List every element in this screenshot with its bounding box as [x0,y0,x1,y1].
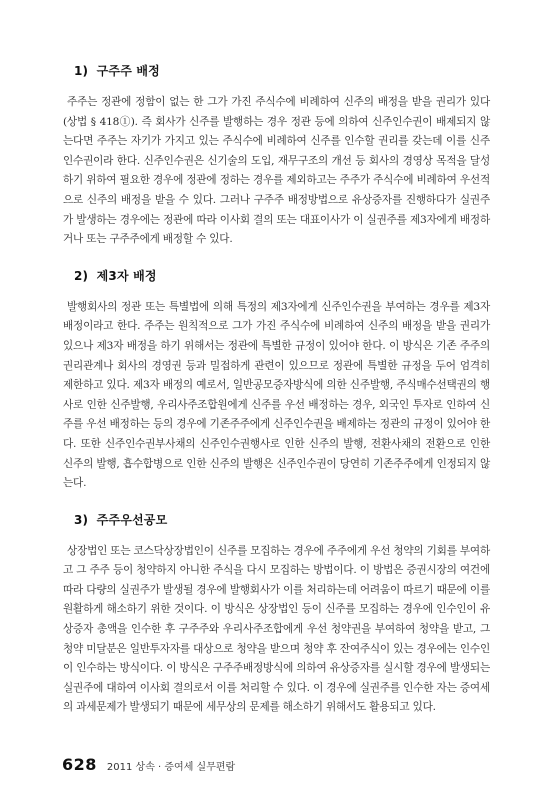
page-content [63,62,490,735]
section-title: 제3자 배정 [96,268,157,283]
section-number: 2) [74,268,89,283]
section-heading [74,511,490,528]
section-existing-shareholder-allotment [63,62,490,250]
section-body: 주주는 정관에 정함이 없는 한 그가 가진 주식수에 비례하여 신주의 배정을 받을 권리가 있다(상법 § 418①). 즉 회사가 신주를 발행하는 경우 정관 등에 의하여 신주인수권이 배제되지 않는다면 주주는 자기가 가지고 있는 주식수에 비례하여 신주를 인수할 권리를 갖는데 이를 신주인수권이라 한다. 신주인수권은 신기술의 도입, 재무구조의 개선 등 회사의 경영상 목적을 달성하기 위하여 필요한 경우에 정관에 정하는 경우를 제외하고는 주주가 주식수에 비례하여 우선적으로 신주의 배정을 받을 수 있다. 그러나 구주주 배정방법으로 유상증자를 진행하다가 실권주가 발생하는 경우에는 정관에 따라 이사회 결의 또는 대표이사가 이 실권주를 제3자에게 배정하거나 또는 구주주에게 배정할 수 있다. [63,96,490,246]
book-title: 2011 상속 · 증여세 실무편람 [106,762,236,773]
section-body: 발행회사의 정관 또는 특별법에 의해 특정의 제3자에게 신주인수권을 부여하는 경우를 제3자 배정이라고 한다. 주주는 원칙적으로 그가 가진 주식수에 비례하여 신주의 배정을 받을 권리가 있으나 제3자 배정을 하기 위해서는 정관에 특별한 규정이 있어야 한다. 이 방식은 기존 주주의 권리관계나 회사의 경영권 등과 밀접하게 관련이 있으므로 정관에 특별한 규정을 두어 엄격히 제한하고 있다. 제3자 배정의 예로서, 일반공모증자방식에 의한 신주발행, 주식매수선택권의 행사로 인한 신주발행, 우리사주조합원에게 신주를 우선 배정하는 경우, 외국인 투자로 인하여 신주를 우선 배정하는 등의 경우에 기존주주에게 신주인수권을 배제하는 정관의 규정이 있어야 한다. 또한 신주인수권부사채의 신주인수권행사로 인한 신주의 발행, 전환사채의 전환으로 인한 신주의 발행, 흡수합병으로 인한 신주의 발행은 신주인수권이 당연히 기존주주에게 인정되지 않는다. [63,300,490,490]
section-heading [74,267,490,284]
section-title: 구주주 배정 [96,64,160,78]
section-number: 1) [74,64,89,78]
section-number: 3) [74,512,89,527]
section-heading [74,62,490,79]
section-title: 주주우선공모 [96,512,168,527]
section-body: 상장법인 또는 코스닥상장법인이 신주를 모집하는 경우에 주주에게 우선 청약의 기회를 부여하고 그 주주 등이 청약하지 아니한 주식을 다시 모집하는 방법이다. 이 방법은 증권시장의 여건에 따라 다량의 실권주가 발생될 경우에 발행회사가 이를 처리하는데 어려움이 따르기 때문에 이를 원활하게 해소하기 위한 것이다. 이 방식은 상장법인 등이 신주를 모집하는 경우에 인수인이 유상증자 총액을 인수한 후 구주주와 우리사주조합에게 우선 청약권을 부여하여 청약을 받고, 그 청약 미달분은 일반투자자를 대상으로 청약을 받으며 청약 후 잔여주식이 있는 경우에는 인수인이 인수하는 방식이다. 이 방식은 구주주배정방식에 의하여 유상증자를 실시할 경우에 발생되는 실권주에 대하여 이사회 결의로서 이를 처리할 수 있다. 이 경우에 실권주를 인수한 자는 증여세의 과세문제가 발생되기 때문에 세무상의 문제를 해소하기 위해서도 활용되고 있다. [63,544,490,714]
page-number: 628 [62,755,97,774]
section-third-party-allotment [63,267,490,494]
page-footer [62,755,235,774]
section-shareholder-priority-offering [63,511,490,718]
